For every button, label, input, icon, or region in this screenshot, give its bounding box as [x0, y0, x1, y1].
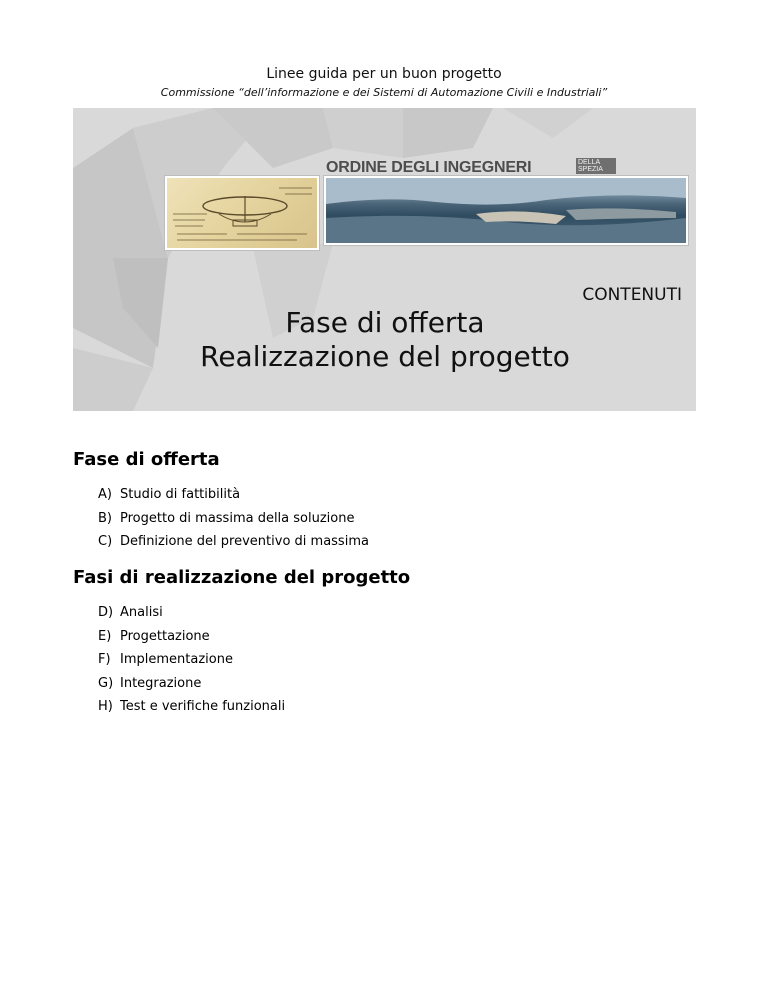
- list-item: [98, 510, 369, 534]
- offer-phase-list: [98, 486, 369, 557]
- list-item-text: Test e verifiche funzionali: [120, 699, 286, 714]
- list-item: [98, 651, 285, 675]
- list-item: [98, 604, 285, 628]
- list-item-text: Definizione del preventivo di massima: [120, 534, 369, 549]
- list-marker: C): [98, 534, 113, 549]
- list-item-text: Progetto di massima della soluzione: [120, 510, 355, 526]
- list-item-text: Integrazione: [120, 675, 202, 691]
- list-marker: D): [98, 605, 114, 620]
- list-marker: F): [98, 652, 111, 667]
- list-item-text: Studio di fattibilità: [120, 487, 241, 502]
- list-marker: B): [98, 510, 112, 526]
- leonardo-sketch-image: [165, 176, 319, 250]
- list-item-text: Implementazione: [120, 652, 233, 667]
- contents-label: CONTENUTI: [582, 285, 682, 305]
- list-marker: A): [98, 487, 112, 502]
- list-marker: E): [98, 628, 112, 644]
- document-header-subtitle: Commissione “dell’informazione e dei Sistemi di Automazione Civili e Industriali”: [160, 86, 608, 99]
- list-item: [98, 628, 285, 652]
- section-title-fasi-realizzazione: Fasi di realizzazione del progetto: [73, 567, 411, 588]
- list-item: [98, 698, 285, 722]
- realization-phase-list: [98, 604, 285, 722]
- list-item: [98, 675, 285, 699]
- cover-banner: [73, 108, 696, 411]
- list-item: [98, 486, 369, 510]
- section-title-fase-di-offerta: Fase di offerta: [73, 449, 220, 470]
- banner-title-line-1: Fase di offerta: [285, 306, 485, 339]
- list-item: [98, 533, 369, 557]
- org-name-logo: ORDINE DEGLI INGEGNERI: [326, 159, 532, 176]
- list-marker: H): [98, 699, 113, 714]
- list-marker: G): [98, 675, 114, 691]
- list-item-text: Progettazione: [120, 628, 210, 644]
- aerial-city-photo: [324, 176, 688, 245]
- org-subname-logo: DELLA SPEZIA: [576, 158, 616, 174]
- banner-title-line-2: Realizzazione del progetto: [200, 340, 570, 373]
- list-item-text: Analisi: [120, 605, 163, 620]
- document-header-title: Linee guida per un buon progetto: [266, 66, 502, 82]
